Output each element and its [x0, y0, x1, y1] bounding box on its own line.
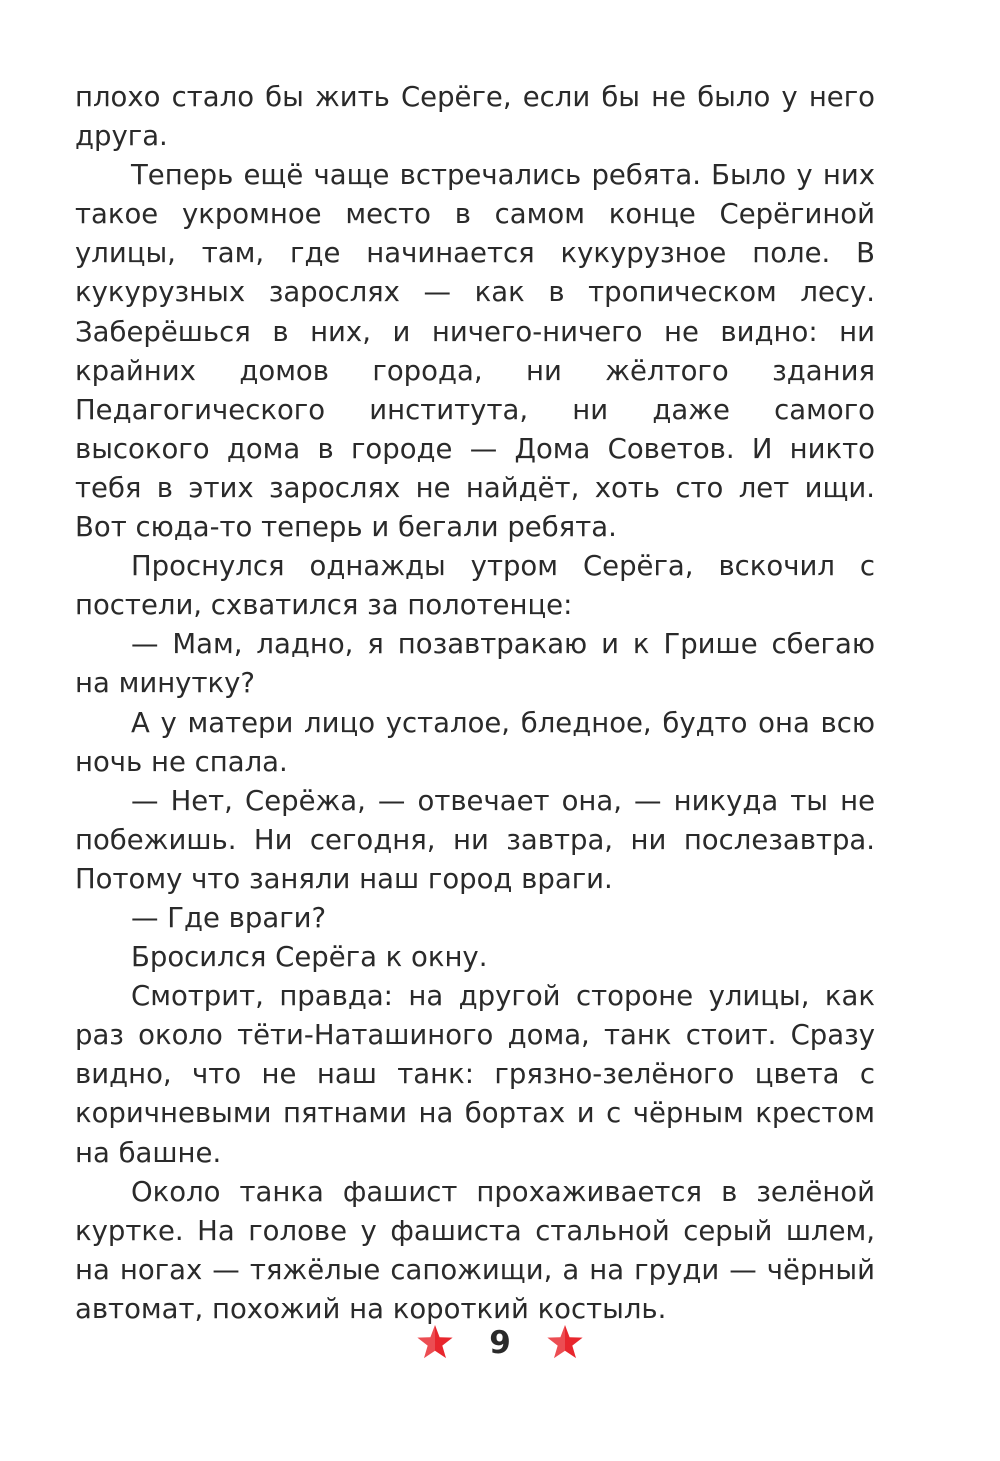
page-footer	[0, 1318, 1000, 1368]
paragraph-2: Теперь ещё чаще встречались ребята. Было у них такое укромное место в самом конце Серёгиной улицы, там, где начинается кукурузное поле. В кукурузных зарослях — как в тропическом лесу. Заберёшься в них, и ничего-ничего не видно: ни крайних домов города, ни жёлтого здания Педагогического института, ни даже самого высокого дома в городе — Дома Советов. И никто тебя в этих зарослях не найдёт, хоть сто лет ищи. Вот сюда-то теперь и бегали ребята.	[75, 159, 875, 544]
red-star-icon	[545, 1323, 585, 1363]
red-star-icon	[415, 1323, 455, 1363]
paragraph-6: — Нет, Серёжа, — отвечает она, — никуда ты не побежишь. Ни сегодня, ни завтра, ни послезавтра. Потому что заняли наш город враги.	[75, 784, 875, 895]
paragraph-8: Бросился Серёга к окну.	[131, 941, 488, 974]
paragraph-10: Около танка фашист прохаживается в зелёной куртке. На голове у фашиста стальной серый шлем, на ногах — тяжёлые сапожищи, а на груди — чёрный автомат, похожий на короткий костыль.	[75, 1175, 875, 1325]
paragraph-7: — Где враги?	[131, 901, 327, 934]
page-text	[75, 78, 875, 1329]
paragraph-3: Проснулся однажды утром Серёга, вскочил с постели, схватился за полотенце:	[75, 550, 875, 622]
paragraph-1: плохо стало бы жить Серёге, если бы не было у него друга.	[75, 81, 875, 153]
paragraph-4: — Мам, ладно, я позавтракаю и к Грише сбегаю на минутку?	[75, 628, 875, 700]
paragraph-9: Смотрит, правда: на другой стороне улицы, как раз около тёти-Наташиного дома, танк стоит. Сразу видно, что не наш танк: грязно-зелёного цвета с коричневыми пятнами на бортах и с чёрным крестом на башне.	[75, 980, 875, 1169]
page-number: 9	[489, 1325, 511, 1361]
paragraph-5: А у матери лицо усталое, бледное, будто она всю ночь не спала.	[75, 706, 875, 778]
